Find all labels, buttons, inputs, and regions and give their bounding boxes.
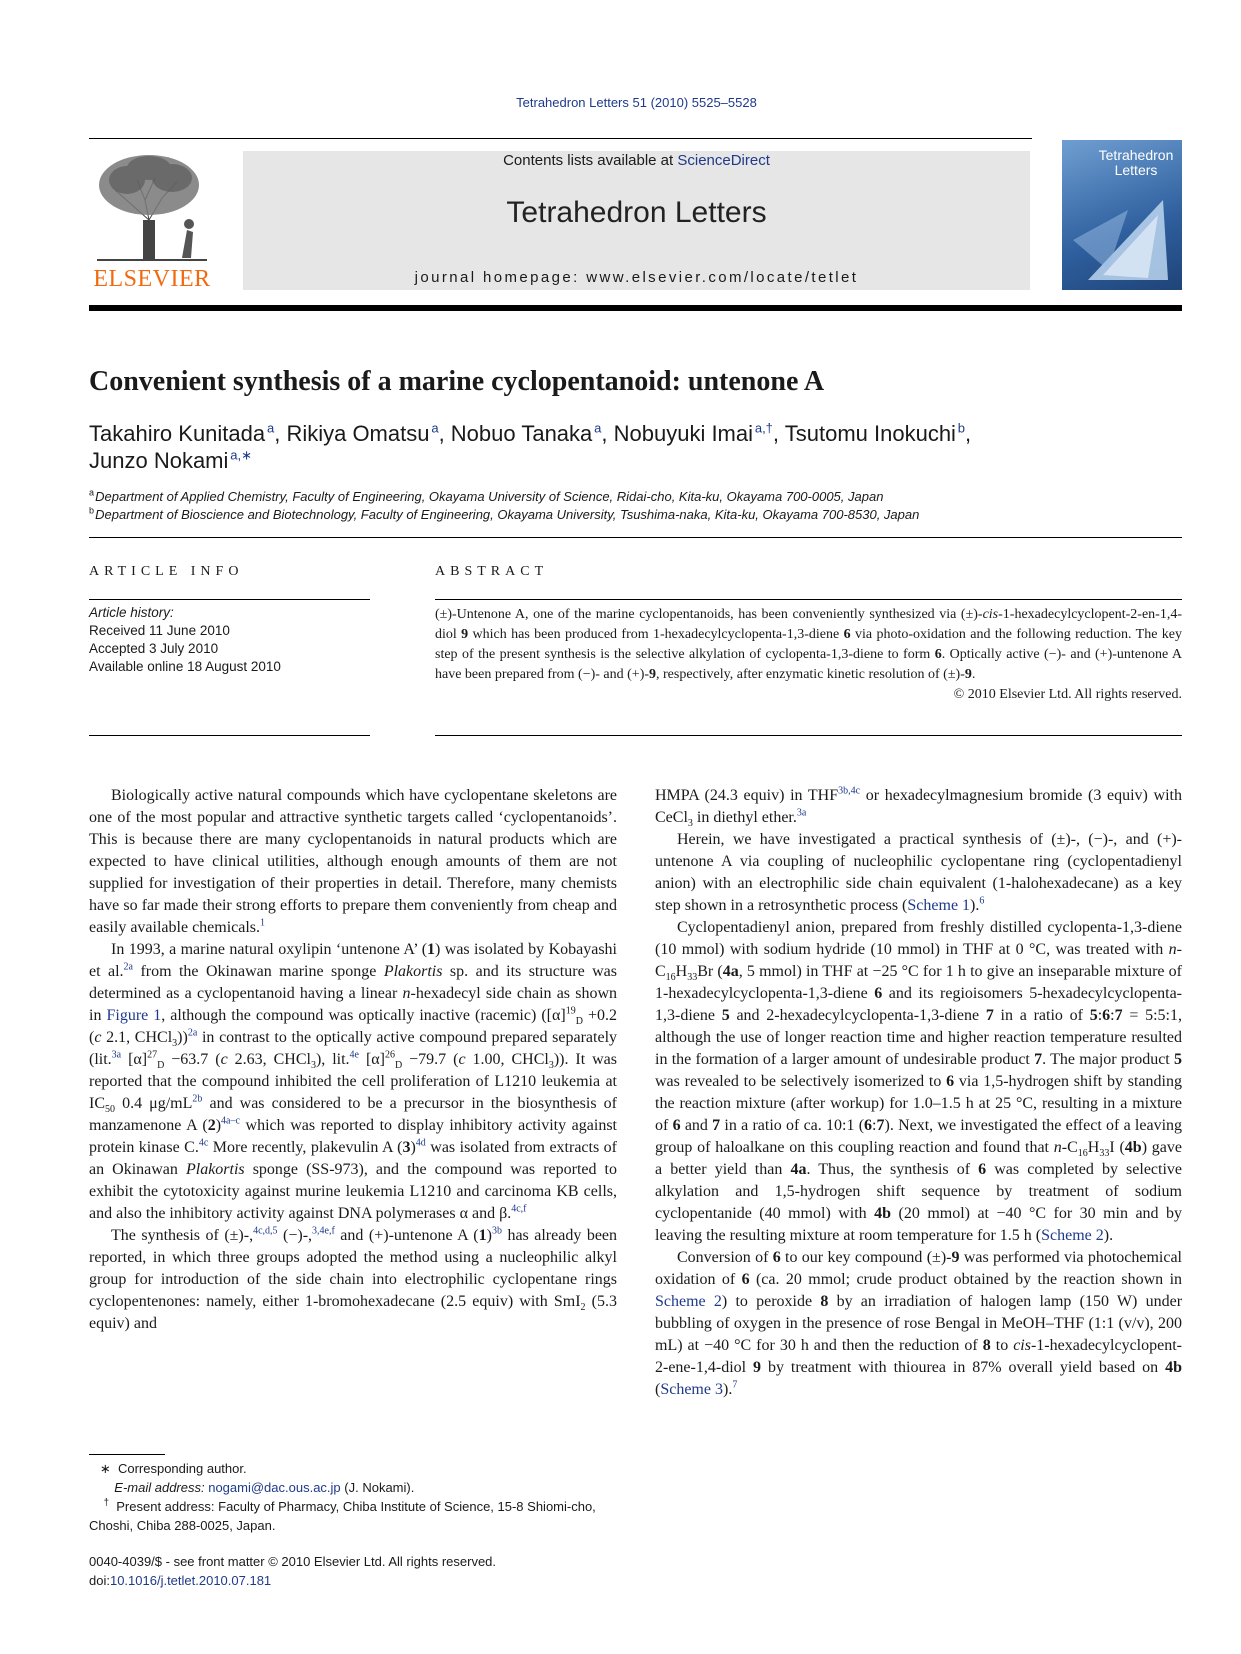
elsevier-wordmark: ELSEVIER <box>93 266 211 292</box>
affiliations <box>89 488 1182 524</box>
author-affil-mark[interactable]: a <box>594 420 602 436</box>
footnote-email <box>89 1478 619 1497</box>
affiliation-text: Department of Bioscience and Biotechnology, Faculty of Engineering, Okayama University, Tsushima-naka, Kita-ku, Okayama 700-8530, Japan <box>95 507 920 522</box>
author-name: Nobuyuki Imai <box>613 421 753 446</box>
corresponding-text: Corresponding author. <box>117 1461 247 1476</box>
body-paragraph: Cyclopentadienyl anion, prepared from freshly distilled cyclopenta-1,3-diene (10 mmol) with sodium hydride (10 mmol) in THF at 0 °C, was treated with $n-C_{16}H_{33}Br$ (4a, 5 mmol) in THF at −25 °C for 1 h to give an inseparable mixture of 1-hexadecylcyclopenta-1,3-diene 6 and its regioisomers 5-hexadecylcyclopenta-1,3-diene 5 and 2-hexadecylcyclopenta-1,3-diene 7 in a ratio of 5:6:7 = 5:5:1, although the use of longer reaction time and higher reaction temperature resulted in the formation of a larger amount of undesirable product 7. The major product 5 was revealed to be selectively isomerized to 6 via 1,5-hydrogen shift by standing the reaction mixture (after workup) for 1.0–1.5 h at 25 °C, resulting in a mixture of 6 and 7 in a ratio of ca. 10:1 (6:7). Next, we investigated the effect of a leaving group of haloalkane on this coupling reaction and found that $n-C_{16}H_{33}I$ (4b) gave a better yield than 4a. Thus, the synthesis of 6 was completed by selective alkylation and 1,5-hydrogen shift sequence by treatment of sodium cyclopentanide (40 mmol) with 4b (20 mmol) at −40 °C for 30 min and by leaving the resulting mixture at room temperature for 1.5 h (Scheme 2). <box>655 919 1183 1244</box>
abstract-rule <box>435 599 1182 600</box>
header-thick-rule <box>89 305 1182 311</box>
author-name: Rikiya Omatsu <box>286 421 430 446</box>
affiliation-item <box>89 488 1182 506</box>
accepted-date: Accepted 3 July 2010 <box>89 641 219 656</box>
body-paragraph: Conversion of 6 to our key compound (±)-9 was performed via photochemical oxidation of 6 (ca. 20 mmol; crude product obtained by the reaction shown in Scheme 2) to peroxide 8 by an irradiation of halogen lamp (150 W) under bubbling of oxygen in the presence of rose Bengal in MeOH–THF (1:1 (v/v), 200 mL) at −40 °C for 30 h and then the reduction of 8 to cis-1-hexadecylcyclopent- 2-ene-1,4-diol 9 by treatment with thiourea in 87% overall yield based on 4b (Scheme 3).$^7$ <box>655 1249 1183 1398</box>
footnote-corresponding: ∗ Corresponding author. <box>89 1461 247 1476</box>
doi-link[interactable]: 10.1016/j.tetlet.2010.07.181 <box>109 1573 272 1588</box>
section-rule <box>89 537 1182 538</box>
paper-title: Convenient synthesis of a marine cyclopentanoid: untenone A <box>89 366 825 397</box>
body-paragraph: Herein, we have investigated a practical synthesis of (±)-, (−)-, and (+)-untenone A via coupling of nucleophilic cyclopentane ring (cyclopentadienyl anion) with an electrophilic side chain equivalent (1-halohexadecane) as a key step shown in a retrosynthetic process (Scheme 1).$^6$ <box>655 831 1182 914</box>
body-paragraph: Biologically active natural compounds which have cyclopentane skeletons are one of the most popular and attractive synthetic targets called ‘cyclopentanoids’. This is because there are many cyclopentanoids in natural products which are expected to have clinical utilities, although enough amounts of them are not supplied for investigation of their properties in detail. Therefore, many chemists have so far made their strong efforts to prepare them conveniently from cheap and easily available chemicals.$^1$ <box>89 787 617 936</box>
homepage-line <box>243 269 1030 286</box>
abstract-heading: ABSTRACT <box>435 564 549 579</box>
present-address-text: Present address: Faculty of Pharmacy, Chiba Institute of Science, 15-8 Shiomi-cho, Choshi, Chiba 288-0025, Japan. <box>89 1499 596 1533</box>
affiliation-text: Department of Applied Chemistry, Faculty of Engineering, Okayama University of Science, Ridai-cho, Kita-ku, Okayama 700-0005, Japan <box>95 489 884 504</box>
journal-name: Tetrahedron Letters <box>506 196 767 229</box>
homepage-prefix: journal homepage: <box>414 269 587 286</box>
author-affil-mark[interactable]: a,∗ <box>230 447 252 463</box>
cover-triangle-graphic <box>1068 180 1178 288</box>
article-history <box>89 604 370 676</box>
contents-line <box>243 152 1030 169</box>
body-column-right <box>655 785 1182 1401</box>
author-affil-mark[interactable]: a <box>431 420 439 436</box>
footnote-present-address: † Present address: Faculty of Pharmacy, Chiba Institute of Science, 15-8 Shiomi-cho, Choshi, Chiba 288-0025, Japan. <box>89 1497 596 1533</box>
cover-title-line1: Tetrahedron <box>1098 147 1174 163</box>
author-list: Takahiro Kunitada $^a$, Rikiya Omatsu $^a$, Nobuo Tanaka $^a$, Nobuyuki Imai $^{a,\dagger}$, Tsutomu Inokuchi $^b$, Junzo Nokami $^{a,∗}$ <box>89 420 972 473</box>
body-paragraph: HMPA (24.3 equiv) in $THF^{3b,4c}$ or hexadecylmagnesium bromide (3 equiv) with CeCl$_3$ in diethyl ether.$^{3a}$ <box>655 785 1183 830</box>
body-column-left <box>89 785 617 1335</box>
author-name: Junzo Nokami <box>89 448 229 473</box>
footnote-rule <box>89 1454 165 1455</box>
contents-prefix: Contents lists available at <box>503 152 678 169</box>
abstract-text: (±)-Untenone A, one of the marine cyclopentanoids, has been conveniently synthesized via (±)-cis-1-hexadecylcyclopent-2-en-1,4-diol 9 which has been produced from 1-hexadecylcyclopenta-1,3-diene 6 via photo-oxidation and the following reduction. The key step of the present synthesis is the selective alkylation of cyclopenta-1,3-diene to form 6. Optically active (−)- and (+)-untenone A have been prepared from (−)- and (+)-9, respectively, after enzymatic kinetic resolution of (±)-9. © 2010 Elsevier Ltd. All rights reserved. <box>435 605 1182 705</box>
doi-line <box>89 1571 689 1590</box>
sciencedirect-link[interactable]: ScienceDirect <box>677 152 770 169</box>
affiliation-mark: a <box>89 487 95 498</box>
author-name: Tsutomu Inokuchi <box>784 421 956 446</box>
history-label: Article history: <box>89 605 174 620</box>
abstract-rule-bottom <box>435 735 1182 736</box>
cover-title-line2: Letters <box>1114 162 1158 178</box>
header-top-rule <box>89 138 1032 139</box>
article-info-rule <box>89 599 370 600</box>
issn-line: 0040-4039/$ - see front matter © 2010 Elsevier Ltd. All rights reserved. <box>89 1554 497 1569</box>
article-info-heading: ARTICLE INFO <box>89 564 244 579</box>
author-affil-mark[interactable]: b <box>957 420 966 436</box>
cover-title <box>1090 148 1182 178</box>
received-date: Received 11 June 2010 <box>89 623 230 638</box>
author-affil-mark[interactable]: a <box>266 420 275 436</box>
email-link[interactable]: nogami@dac.ous.ac.jp <box>208 1480 341 1495</box>
journal-reference[interactable]: Tetrahedron Letters 51 (2010) 5525–5528 <box>516 95 757 110</box>
abstract-copyright: © 2010 Elsevier Ltd. All rights reserved. <box>953 687 1182 702</box>
affiliation-mark: b <box>89 505 95 516</box>
doi-label: doi: <box>89 1573 110 1588</box>
author-name: Takahiro Kunitada <box>89 421 266 446</box>
author-affil-mark[interactable]: a,† <box>754 420 773 436</box>
email-name: (J. Nokami). <box>340 1480 415 1495</box>
homepage-url[interactable]: www.elsevier.com/locate/tetlet <box>586 269 859 286</box>
front-matter-info <box>89 1552 689 1590</box>
email-label: E-mail address: <box>114 1480 209 1495</box>
affiliation-item <box>89 506 1182 524</box>
footnotes <box>89 1459 619 1535</box>
article-info-rule-bottom <box>89 735 370 736</box>
author-name: Nobuo Tanaka <box>450 421 593 446</box>
body-paragraph: In 1993, a marine natural oxylipin ‘untenone A’ (1) was isolated by Kobayashi et al.$^{2a}$ from the Okinawan marine sponge Plakortis sp. and its structure was determined as a cyclopentanoid having a linear n-hexadecyl side chain as shown in Figure 1, although the compound was optically inactive (racemic) ($[\alpha]^{19}_D +0.2$ (c 2.1, CHCl$_3$))$^{2a}$ in contrast to the optically active compound prepared separately (lit.$^{3a}$ $[\alpha]^{27}_D -63.7$ (c 2.63, CHCl$_3$), lit.$^{4e}$ $[\alpha]^{26}_D -79.7$ (c 1.00, CHCl$_3$)). It was reported that the compound inhibited the cell proliferation of L1210 leukemia at $IC_{50}$ 0.4 $\mu g/mL^{2b}$ and was considered to be a precursor in the biosynthesis of manzamenone A $(2)^{4a-c}$ which was reported to display inhibitory activity against protein kinase C.$^{4c}$ More recently, plakevulin A $(3)^{4d}$ was isolated from extracts of an Okinawan Plakortis sponge (SS-973), and the compound was reported to exhibit the cytotoxicity against murine leukemia L1210 and carcinoma KB cells, and also the inhibitory activity against DNA polymerases α and β.$^{4c,f}$ <box>89 941 618 1222</box>
body-paragraph: The synthesis of (±)-,$^{4c,d,5}$ (−)-,$^{3,4e,f}$ and (+)-untenone A $(1)^{3b}$ has already been reported, in which three groups adopted the method using a nucleophilic alkyl group for introduction of the side chain into electrophilic cyclopentane rings cyclopentenones: namely, either 1-bromohexadecane (2.5 equiv) with SmI$_2$ (5.3 equiv) and <box>89 1225 618 1332</box>
online-date: Available online 18 August 2010 <box>89 659 281 674</box>
